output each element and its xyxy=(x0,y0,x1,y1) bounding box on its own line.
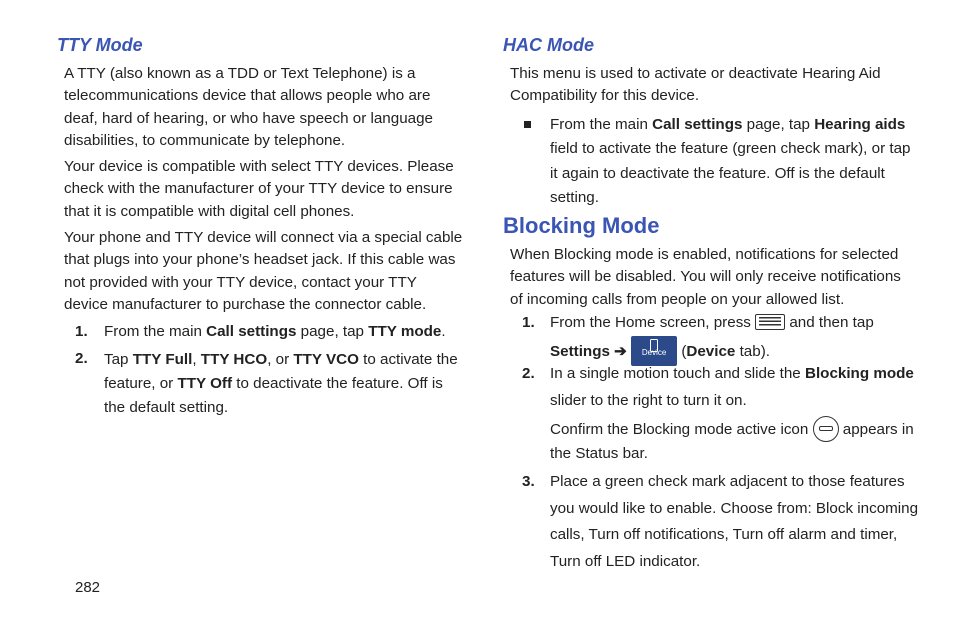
blocking-step-3-line-4: Turn off LED indicator. xyxy=(550,553,701,570)
blocking-intro-paragraph: When Blocking mode is enabled, notifications for selected features will be disabled. You will only receive notifications of incoming calls from people on your allowed list. xyxy=(510,246,901,308)
blocking-step-3-line-1: Place a green check mark adjacent to those features xyxy=(550,473,905,490)
bullet-square xyxy=(524,121,531,128)
blocking-step-1-line-1: From the Home screen, press and then tap xyxy=(550,314,874,331)
blocking-mode-status-icon xyxy=(813,416,839,442)
tty-compat-paragraph: Your device is compatible with select TTY devices. Please check with the manufacturer of your TTY device to ensure that it is compatible with digital cell phones. xyxy=(64,158,454,220)
menu-key-icon xyxy=(755,314,785,330)
tty-step-1: From the main Call settings page, tap TTY mode. xyxy=(104,323,446,340)
device-tab-icon: Device xyxy=(631,336,677,366)
step-number: 2. xyxy=(75,350,88,367)
blocking-step-2-line-3: Confirm the Blocking mode active icon appears in xyxy=(550,416,912,442)
blocking-step-2-line-1: In a single motion touch and slide the Blocking mode xyxy=(550,365,914,382)
tty-mode-heading: TTY Mode xyxy=(57,35,143,55)
hac-intro-paragraph: This menu is used to activate or deactivate Hearing Aid Compatibility for this device. xyxy=(510,65,881,105)
blocking-step-2-line-2: slider to the right to turn it on. xyxy=(550,392,747,409)
step-number: 1. xyxy=(75,323,88,340)
step-number: 1. xyxy=(522,314,535,331)
blocking-step-3-line-3: calls, Turn off notifications, Turn off alarm and timer, xyxy=(550,526,898,543)
tty-intro-paragraph: A TTY (also known as a TDD or Text Telephone) is a telecommunications device that allows people who are deaf, hard of hearing, or who have speech or language disabilities, to communicate by telephone. xyxy=(64,65,433,149)
step-number: 2. xyxy=(522,365,535,382)
tty-cable-paragraph: Your phone and TTY device will connect via a special cable that plugs into your phone’s headset jack. If this cable was not provided with your TTY device, contact your TTY device manufacturer to purchase the connector cable. xyxy=(64,229,463,313)
hac-bullet-step: From the main Call settings page, tap Hearing aids field to activate the feature (green check mark), or tap it again to deactivate the feature. Off is the default setting. xyxy=(550,116,911,207)
blocking-step-2-line-4: the Status bar. xyxy=(550,445,648,462)
step-number: 3. xyxy=(522,473,535,490)
hac-mode-heading: HAC Mode xyxy=(503,35,594,55)
tty-step-2: Tap TTY Full, TTY HCO, or TTY VCO to activate the feature, or TTY Off to deactivate the feature. Off is the default setting. xyxy=(104,351,458,416)
page-number: 282 xyxy=(75,579,101,596)
blocking-mode-heading: Blocking Mode xyxy=(503,213,660,238)
blocking-step-1-line-2: Settings ➔ Device (Device tab). xyxy=(550,336,912,366)
blocking-step-3-line-2: you would like to enable. Choose from: Block incoming xyxy=(550,500,919,517)
